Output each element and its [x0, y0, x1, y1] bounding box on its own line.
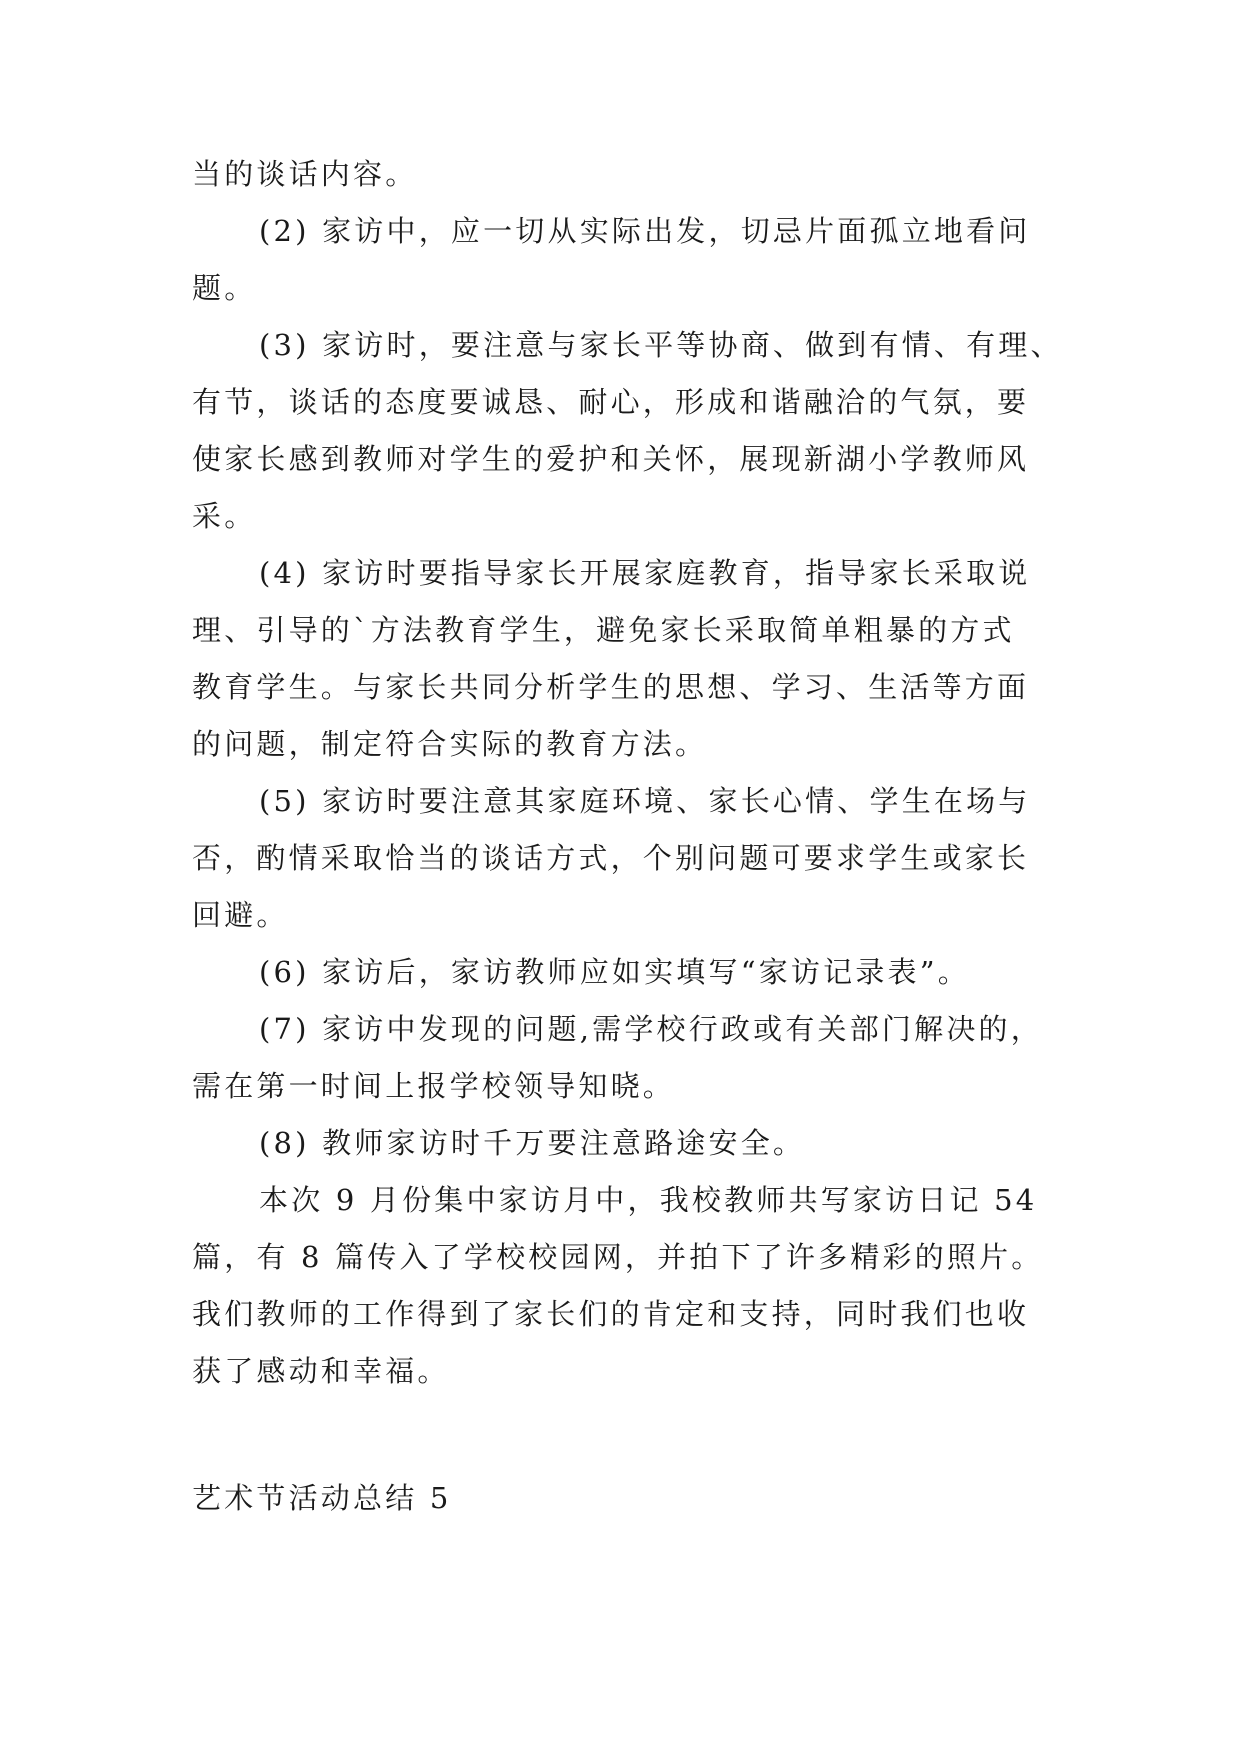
- text-line: 采。: [192, 499, 257, 533]
- text-line: 教育学生。与家长共同分析学生的思想、学习、生活等方面: [192, 670, 1030, 704]
- text-line: 我们教师的工作得到了家长们的肯定和支持，同时我们也收: [192, 1297, 1030, 1331]
- text-line: 的问题，制定符合实际的教育方法。: [192, 727, 708, 761]
- document-body: [192, 156, 1063, 1537]
- text-line: (3) 家访时，要注意与家长平等协商、做到有情、有理、: [259, 328, 1063, 362]
- text-line: (5) 家访时要注意其家庭环境、家长心情、学生在场与: [259, 784, 1031, 818]
- text-line: (2) 家访中，应一切从实际出发，切忌片面孤立地看问: [259, 214, 1031, 248]
- text-line: (7) 家访中发现的问题,需学校行政或有关部门解决的，: [259, 1012, 1043, 1046]
- text-line: (8) 教师家访时千万要注意路途安全。: [259, 1126, 806, 1160]
- text-line: 使家长感到教师对学生的爱护和关怀，展现新湖小学教师风: [192, 442, 1030, 476]
- text-line: 本次 9 月份集中家访月中，我校教师共写家访日记 54: [259, 1183, 1038, 1217]
- text-line: 获了感动和幸福。: [192, 1354, 450, 1388]
- text-line: 篇，有 8 篇传入了学校校园网，并拍下了许多精彩的照片。: [192, 1240, 1044, 1274]
- text-line: 需在第一时间上报学校领导知晓。: [192, 1069, 676, 1103]
- section-heading: 艺术节活动总结 5: [192, 1481, 452, 1515]
- text-line: 当的谈话内容。: [192, 157, 418, 191]
- text-line: (4) 家访时要指导家长开展家庭教育，指导家长采取说: [259, 556, 1031, 590]
- text-line: 题。: [192, 271, 257, 305]
- text-line: 否，酌情采取恰当的谈话方式，个别问题可要求学生或家长: [192, 841, 1030, 875]
- text-line: 理、引导的`方法教育学生，避免家长采取简单粗暴的方式: [192, 613, 1015, 647]
- text-line: 有节，谈话的态度要诚恳、耐心，形成和谐融洽的气氛，要: [192, 385, 1030, 419]
- text-line: (6) 家访后，家访教师应如实填写“家访记录表”。: [259, 955, 970, 989]
- text-line: 回避。: [192, 898, 289, 932]
